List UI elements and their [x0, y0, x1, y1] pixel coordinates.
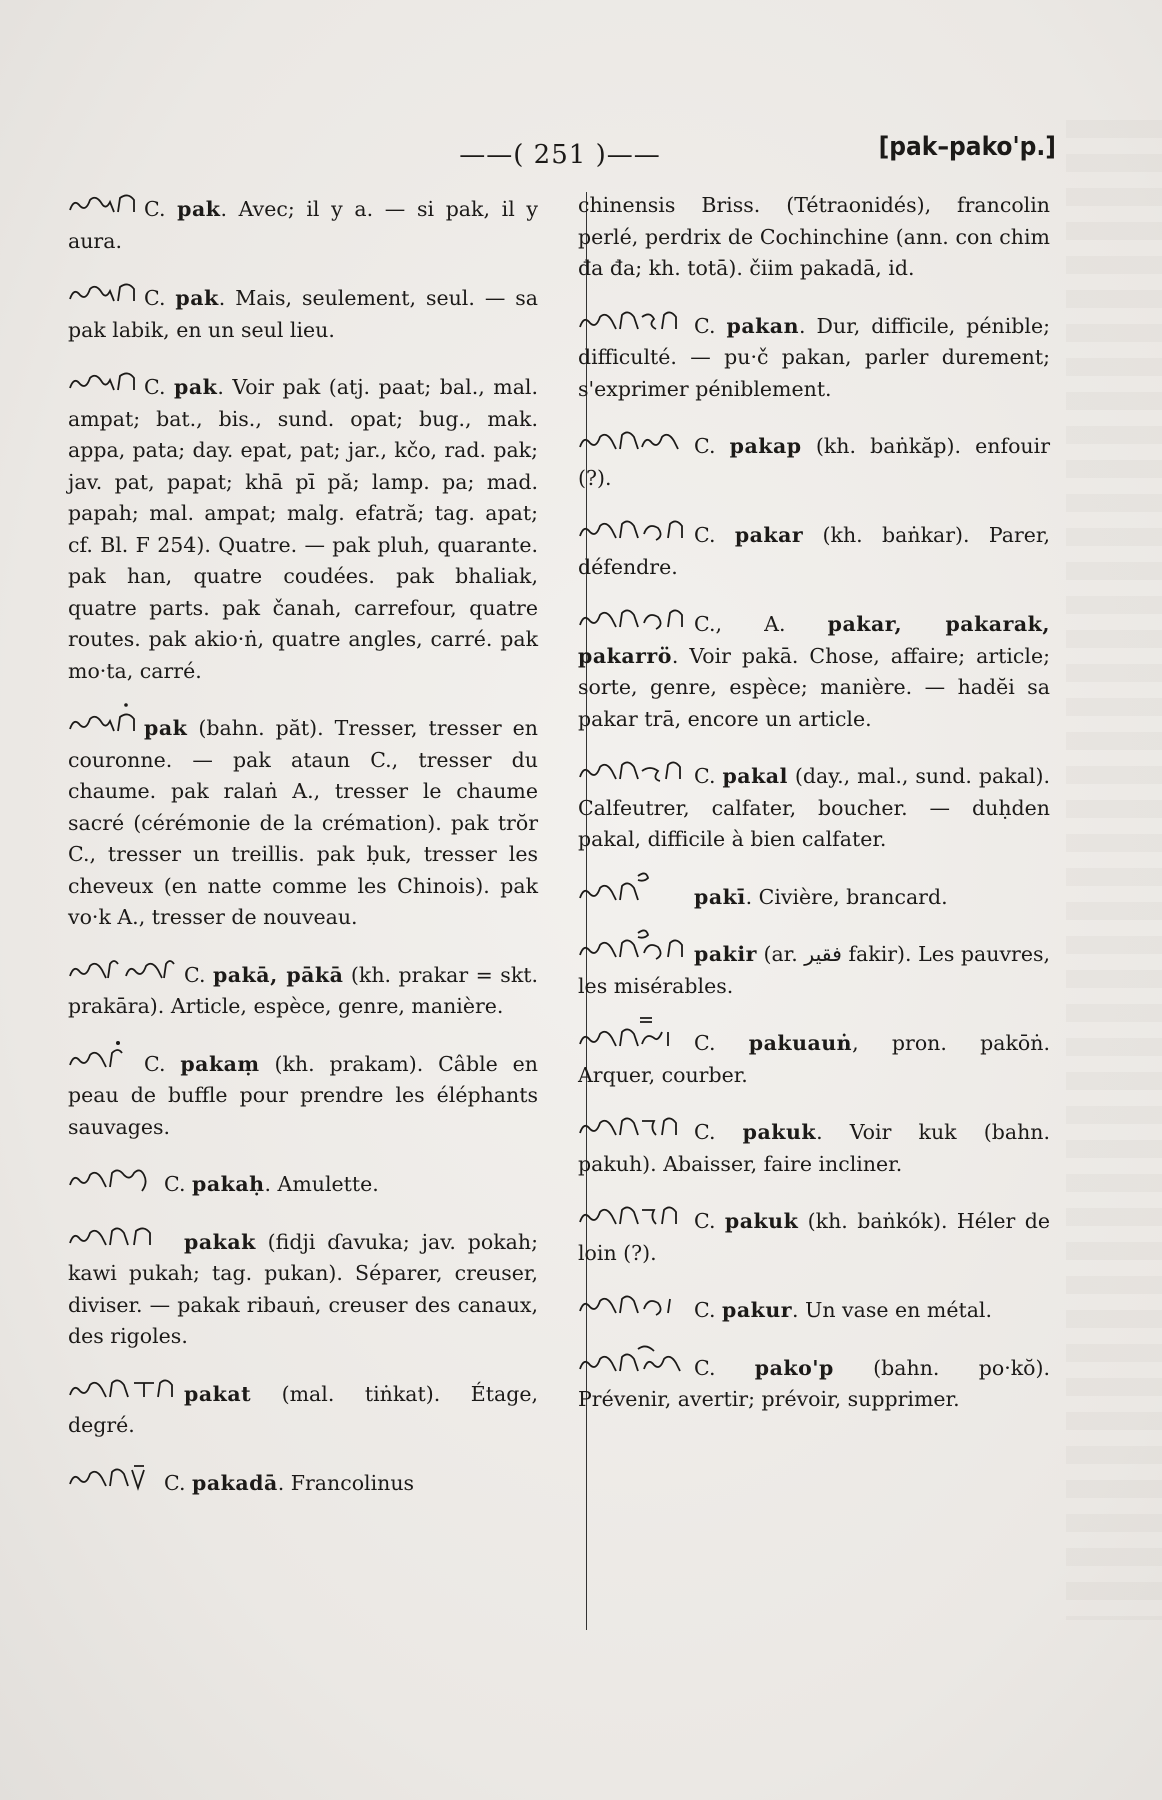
entry-text: . Amulette.: [264, 1172, 379, 1196]
left-column: [68, 190, 538, 1513]
cham-script-glyph: [578, 878, 688, 904]
entry-text: (kh. prakam). Câble en peau de buffle pour prendre les éléphants sauvages.: [68, 1051, 538, 1139]
headword: pakak: [184, 1229, 256, 1254]
cham-script-glyph: [578, 516, 688, 542]
headword: pakadā: [192, 1470, 278, 1495]
entry-text: (day., mal., sund. pakal). Calfeutrer, calfater, boucher. — duḥden pakal, difficile à bien calfater.: [578, 764, 1050, 851]
dictionary-entry: C. pakuk. Voir kuk (bahn. pakuh). Abaisser, faire incliner.: [578, 1113, 1050, 1180]
dictionary-entry: C. pakaḥ. Amulette.: [68, 1165, 538, 1201]
headword: pakaḥ: [192, 1172, 265, 1196]
dictionary-entry: C. pakan. Dur, difficile, pénible; difficulté. — pu·č pakan, parler durement; s'exprimer péniblement.: [578, 307, 1050, 406]
entry-text: (bahn. po·kŏ). Prévenir, avertir; prévoir, supprimer.: [578, 1355, 1050, 1411]
headword: pakal: [722, 764, 788, 788]
headword: pakan: [726, 313, 799, 338]
entry-text: (ar. فقير fakir). Les pauvres, les misérables.: [578, 942, 1050, 998]
cham-script-glyph: [578, 1024, 688, 1050]
entry-text: , pron. pakōṅ. Arquer, courber.: [578, 1031, 1050, 1087]
guide-words: [pak–pako'p.]: [878, 132, 1056, 162]
entry-text: . Un vase en métal.: [792, 1298, 992, 1322]
dictionary-entry: C. pak. Mais, seulement, seul. — sa pak labik, en un seul lieu.: [68, 279, 538, 346]
dictionary-entry: [68, 709, 538, 934]
dictionary-entry: [68, 1223, 538, 1353]
dictionary-entry: C. pakuk (kh. baṅkók). Héler de loin (?).: [578, 1202, 1050, 1269]
headword: pakuauṅ: [748, 1031, 853, 1055]
cham-script-glyph: [68, 1223, 178, 1249]
dictionary-entry: C., A. pakar, pakarak, pakarrö. Voir pakā. Chose, affaire; article; sorte, genre, espèce; manière. — hadĕi sa pakar trā, encore un article.: [578, 605, 1050, 735]
cham-script-glyph: [578, 427, 688, 453]
cham-script-glyph: [578, 935, 688, 961]
entry-text: (kh. baṅkăp). enfouir (?).: [578, 434, 1050, 490]
cham-script-glyph: [68, 1464, 158, 1490]
headword: pakī: [694, 884, 746, 909]
headword: pakuk: [742, 1120, 817, 1144]
cham-script-glyph: [68, 279, 138, 305]
cham-script-glyph: [578, 1113, 688, 1139]
cham-script-glyph: [68, 1165, 158, 1191]
headword: pakā, pākā: [212, 962, 344, 987]
dictionary-entry: C. pak. Voir pak (atj. paat; bal., mal. ampat; bat., bis., sund. opat; bug., mak. appa, pata; day. epat, pat; jar., kčo, rad. pak; jav. pat, papat; khā pī pă; lamp. pa; mad. papah; mal. ampat; malg. efatră; tag. apat; cf. Bl. F 254). Quatre. — pak pluh, quarante. pak han, quatre coudées. pak bhaliak, quatre parts. pak čanah, carrefour, quatre routes. pak akio·ṅ, quatre angles, carré. pak mo·ta, carré.: [68, 368, 538, 687]
entry-text: . Civière, brancard.: [745, 884, 948, 909]
dictionary-entry: [68, 1375, 538, 1442]
cham-script-glyph: [578, 1291, 688, 1317]
headword: pakat: [184, 1381, 252, 1406]
entry-text: (bahn. păt). Tresser, tresser en couronne. — pak ataun C., tresser du chaume. pak ralaṅ A., tresser le chaume sacré (cérémonie de la crémation). pak trŏr C., tresser un treillis. pak ḅuk, tresser les cheveux (en natte comme les Chinois). pak vo·k A., tresser de nouveau.: [68, 716, 538, 929]
headword: pakar, pakarak, pakarrö: [578, 612, 1051, 668]
dictionary-entry-continued: [578, 190, 1050, 285]
entry-text: . Voir pak (atj. paat; bal., mal. ampat; bat., bis., sund. opat; bug., mak. appa, pata; day. epat, pat; jar., kčo, rad. pak; jav. pat, papat; khā pī pă; lamp. pa; mad. papah; mal. ampat; malg. efatră; tag. apat; cf. Bl. F 254). Quatre. — pak pluh, quarante. pak han, quatre coudées. pak bhaliak, quatre parts. pak čanah, carrefour, quatre routes. pak akio·ṅ, quatre angles, carré. pak mo·ta, carré.: [68, 375, 538, 683]
entry-text: (kh. baṅkar). Parer, défendre.: [578, 523, 1050, 579]
entry-text: . Mais, seulement, seul. — sa pak labik, en un seul lieu.: [68, 286, 538, 342]
page-number: ——( 251 )——: [459, 140, 661, 170]
dictionary-entry: [578, 935, 1050, 1002]
dictionary-entry: C. pakap (kh. baṅkăp). enfouir (?).: [578, 427, 1050, 494]
headword: pakar: [734, 523, 804, 547]
dictionary-entry: C. pakur. Un vase en métal.: [578, 1291, 1050, 1327]
headword: pak: [173, 375, 218, 399]
entry-text: . Francolinus: [277, 1470, 415, 1495]
entry-text: . Dur, difficile, pénible; difficulté. — pu·č pakan, parler durement; s'exprimer péniblement.: [578, 313, 1050, 401]
cham-script-glyph: [68, 368, 138, 394]
dictionary-entry: C. pakaṃ (kh. prakam). Câble en peau de buffle pour prendre les éléphants sauvages.: [68, 1045, 538, 1144]
cham-script-glyph: [578, 757, 688, 783]
cham-script-glyph: [578, 307, 688, 333]
show-through-margin: [1066, 120, 1162, 1620]
entry-text: (fidji ɗavuka; jav. pokah; kawi pukah; tag. pukan). Séparer, creuser, diviser. — pakak ribauṅ, creuser des canaux, des rigoles.: [68, 1229, 538, 1348]
dictionary-entry: [578, 878, 1050, 914]
cham-script-glyph: [68, 1375, 178, 1401]
dictionary-entry: C. pakal (day., mal., sund. pakal). Calfeutrer, calfater, boucher. — duḥden pakal, difficile à bien calfater.: [578, 757, 1050, 856]
dictionary-entry: C. pako'p (bahn. po·kŏ). Prévenir, avertir; prévoir, supprimer.: [578, 1349, 1050, 1416]
headword: pak: [177, 197, 221, 221]
entry-text: . Voir pakā. Chose, affaire; article; sorte, genre, espèce; manière. — hadĕi sa pakar trā, encore un article.: [578, 643, 1050, 731]
headword: pakuk: [724, 1209, 799, 1233]
headword: pakaṃ: [180, 1051, 260, 1076]
dictionary-entry: C. pak. Avec; il y a. — si pak, il y aura.: [68, 190, 538, 257]
headword: pako'p: [754, 1355, 834, 1380]
cham-script-glyph: [68, 1045, 138, 1071]
headword: pakur: [722, 1298, 793, 1322]
entry-text: chinensis Briss. (Tétraonidés), francolin perlé, perdrix de Cochinchine (ann. con chim đa đa; kh. totā). čiim pakadā, id.: [578, 193, 1050, 280]
cham-script-glyph: [578, 1349, 688, 1375]
cham-script-glyph: [68, 956, 178, 982]
headword: pak: [144, 716, 188, 740]
headword: pakir: [694, 942, 757, 966]
headword: pak: [175, 286, 219, 310]
cham-script-glyph: [68, 709, 138, 735]
entry-text: . Avec; il y a. — si pak, il y aura.: [68, 197, 538, 253]
dictionary-entry: C. pakā, pākā (kh. prakar = skt. prakāra). Article, espèce, genre, manière.: [68, 956, 538, 1023]
entry-text: (mal. tiṅkat). Étage, degré.: [68, 1381, 538, 1437]
entry-text: . Voir kuk (bahn. pakuh). Abaisser, faire incliner.: [578, 1120, 1050, 1176]
cham-script-glyph: [68, 190, 138, 216]
dictionary-entry: C. pakar (kh. baṅkar). Parer, défendre.: [578, 516, 1050, 583]
right-column: [578, 190, 1050, 1430]
dictionary-entry: C. pakuauṅ, pron. pakōṅ. Arquer, courber.: [578, 1024, 1050, 1091]
entry-text: (kh. baṅkók). Héler de loin (?).: [578, 1209, 1050, 1265]
headword: pakap: [729, 434, 802, 458]
cham-script-glyph: [578, 605, 688, 631]
cham-script-glyph: [578, 1202, 688, 1228]
entry-text: (kh. prakar = skt. prakāra). Article, espèce, genre, manière.: [68, 962, 538, 1018]
dictionary-entry: C. pakadā. Francolinus: [68, 1464, 538, 1500]
